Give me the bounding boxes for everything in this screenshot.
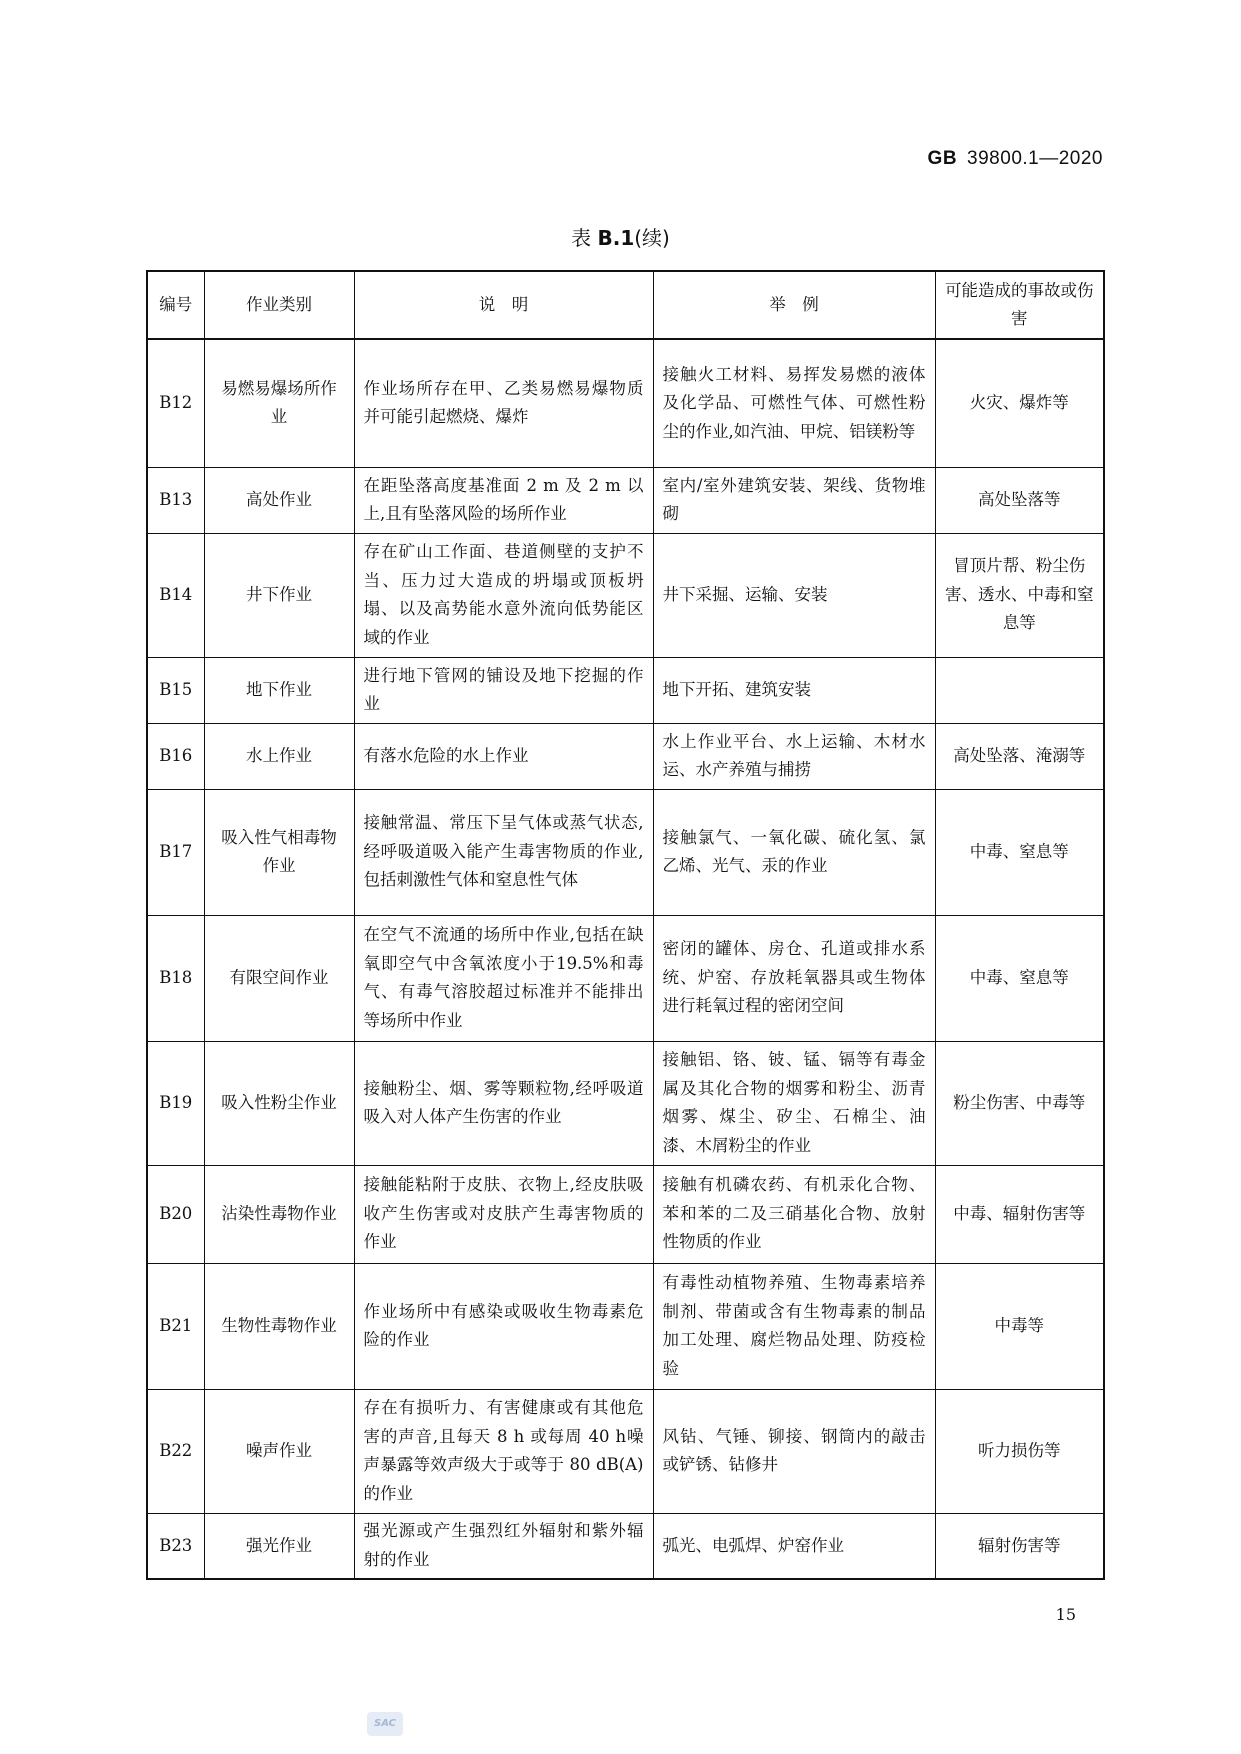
cell-description: 接触粉尘、烟、雾等颗粒物,经呼吸道吸入对人体产生伤害的作业 [354, 1041, 653, 1165]
table-title-suffix: (续) [634, 226, 670, 250]
cell-example: 接触氯气、一氧化碳、硫化氢、氯乙烯、光气、汞的作业 [653, 789, 935, 915]
cell-harm: 粉尘伤害、中毒等 [935, 1041, 1104, 1165]
cell-type: 高处作业 [204, 467, 354, 533]
cell-harm: 火灾、爆炸等 [935, 339, 1104, 467]
table-row [147, 915, 1104, 1041]
cell-example: 接触有机磷农药、有机汞化合物、苯和苯的二及三硝基化合物、放射性物质的作业 [653, 1165, 935, 1263]
cell-code: B21 [147, 1263, 204, 1389]
cell-example: 室内/室外建筑安装、架线、货物堆砌 [653, 467, 935, 533]
table-row [147, 1165, 1104, 1263]
table-row [147, 789, 1104, 915]
header-example: 举 例 [653, 271, 935, 339]
cell-harm: 中毒、窒息等 [935, 789, 1104, 915]
cell-type: 强光作业 [204, 1513, 354, 1579]
table-row [147, 723, 1104, 789]
cell-code: B23 [147, 1513, 204, 1579]
cell-example: 密闭的罐体、房仓、孔道或排水系统、炉窑、存放耗氧器具或生物体进行耗氧过程的密闭空间 [653, 915, 935, 1041]
cell-code: B22 [147, 1389, 204, 1513]
cell-description: 作业场所中有感染或吸收生物毒素危险的作业 [354, 1263, 653, 1389]
cell-type: 噪声作业 [204, 1389, 354, 1513]
header-description: 说 明 [354, 271, 653, 339]
table-row [147, 1041, 1104, 1165]
cell-example: 井下采掘、运输、安装 [653, 533, 935, 657]
cell-code: B15 [147, 657, 204, 723]
cell-code: B17 [147, 789, 204, 915]
cell-type: 易燃易爆场所作业 [204, 339, 354, 467]
table-row [147, 467, 1104, 533]
cell-harm: 中毒、窒息等 [935, 915, 1104, 1041]
table-row [147, 1263, 1104, 1389]
header-type: 作业类别 [204, 271, 354, 339]
table-body [147, 339, 1104, 1579]
cell-harm: 辐射伤害等 [935, 1513, 1104, 1579]
cell-harm [935, 657, 1104, 723]
cell-type: 水上作业 [204, 723, 354, 789]
cell-example: 水上作业平台、水上运输、木材水运、水产养殖与捕捞 [653, 723, 935, 789]
cell-harm: 高处坠落、淹溺等 [935, 723, 1104, 789]
cell-type: 生物性毒物作业 [204, 1263, 354, 1389]
cell-harm: 中毒等 [935, 1263, 1104, 1389]
standard-code [928, 148, 1103, 170]
cell-description: 存在有损听力、有害健康或有其他危害的声音,且每天 8 h 或每周 40 h噪声暴露等效声级大于或等于 80 dB(A)的作业 [354, 1389, 653, 1513]
cell-description: 有落水危险的水上作业 [354, 723, 653, 789]
table-row [147, 1389, 1104, 1513]
table-row [147, 533, 1104, 657]
cell-code: B20 [147, 1165, 204, 1263]
cell-description: 强光源或产生强烈红外辐射和紫外辐射的作业 [354, 1513, 653, 1579]
table-title-code: B.1 [597, 226, 635, 250]
table-row [147, 1513, 1104, 1579]
cell-description: 作业场所存在甲、乙类易燃易爆物质并可能引起燃烧、爆炸 [354, 339, 653, 467]
cell-description: 进行地下管网的铺设及地下挖掘的作业 [354, 657, 653, 723]
cell-description: 在距坠落高度基准面 2 m 及 2 m 以上,且有坠落风险的场所作业 [354, 467, 653, 533]
cell-description: 接触能粘附于皮肤、衣物上,经皮肤吸收产生伤害或对皮肤产生毒害物质的作业 [354, 1165, 653, 1263]
cell-code: B16 [147, 723, 204, 789]
hazard-work-table [146, 270, 1105, 1580]
cell-type: 沾染性毒物作业 [204, 1165, 354, 1263]
cell-type: 吸入性气相毒物作业 [204, 789, 354, 915]
cell-type: 吸入性粉尘作业 [204, 1041, 354, 1165]
standard-prefix: GB [927, 148, 958, 169]
cell-code: B14 [147, 533, 204, 657]
cell-description: 存在矿山工作面、巷道侧壁的支护不当、压力过大造成的坍塌或顶板坍塌、以及高势能水意外流向低势能区域的作业 [354, 533, 653, 657]
sac-logo: SAC [367, 1712, 403, 1736]
table-title-label: 表 [571, 226, 592, 250]
cell-type: 井下作业 [204, 533, 354, 657]
cell-example: 风钻、气锤、铆接、钢筒内的敲击或铲锈、钻修井 [653, 1389, 935, 1513]
cell-example: 有毒性动植物养殖、生物毒素培养制剂、带菌或含有生物毒素的制品加工处理、腐烂物品处理、防疫检验 [653, 1263, 935, 1389]
cell-harm: 中毒、辐射伤害等 [935, 1165, 1104, 1263]
header-code: 编号 [147, 271, 204, 339]
table-header-row [147, 271, 1104, 339]
cell-type: 有限空间作业 [204, 915, 354, 1041]
header-harm: 可能造成的事故或伤害 [935, 271, 1104, 339]
cell-description: 在空气不流通的场所中作业,包括在缺氧即空气中含氧浓度小于19.5%和毒气、有毒气溶胶超过标准并不能排出等场所中作业 [354, 915, 653, 1041]
table-title [0, 222, 1241, 251]
cell-example: 地下开拓、建筑安装 [653, 657, 935, 723]
page-number: 15 [1055, 1605, 1076, 1624]
table-row [147, 657, 1104, 723]
table-row [147, 339, 1104, 467]
cell-code: B12 [147, 339, 204, 467]
cell-harm: 听力损伤等 [935, 1389, 1104, 1513]
cell-description: 接触常温、常压下呈气体或蒸气状态,经呼吸道吸入能产生毒害物质的作业,包括刺激性气体和窒息性气体 [354, 789, 653, 915]
cell-code: B13 [147, 467, 204, 533]
cell-code: B18 [147, 915, 204, 1041]
cell-example: 弧光、电弧焊、炉窑作业 [653, 1513, 935, 1579]
cell-example: 接触火工材料、易挥发易燃的液体及化学品、可燃性气体、可燃性粉尘的作业,如汽油、甲烷、铝镁粉等 [653, 339, 935, 467]
cell-harm: 高处坠落等 [935, 467, 1104, 533]
cell-type: 地下作业 [204, 657, 354, 723]
cell-harm: 冒顶片帮、粉尘伤害、透水、中毒和窒息等 [935, 533, 1104, 657]
cell-code: B19 [147, 1041, 204, 1165]
cell-example: 接触铝、铬、铍、锰、镉等有毒金属及其化合物的烟雾和粉尘、沥青烟雾、煤尘、矽尘、石棉尘、油漆、木屑粉尘的作业 [653, 1041, 935, 1165]
standard-number: 39800.1—2020 [967, 148, 1103, 169]
